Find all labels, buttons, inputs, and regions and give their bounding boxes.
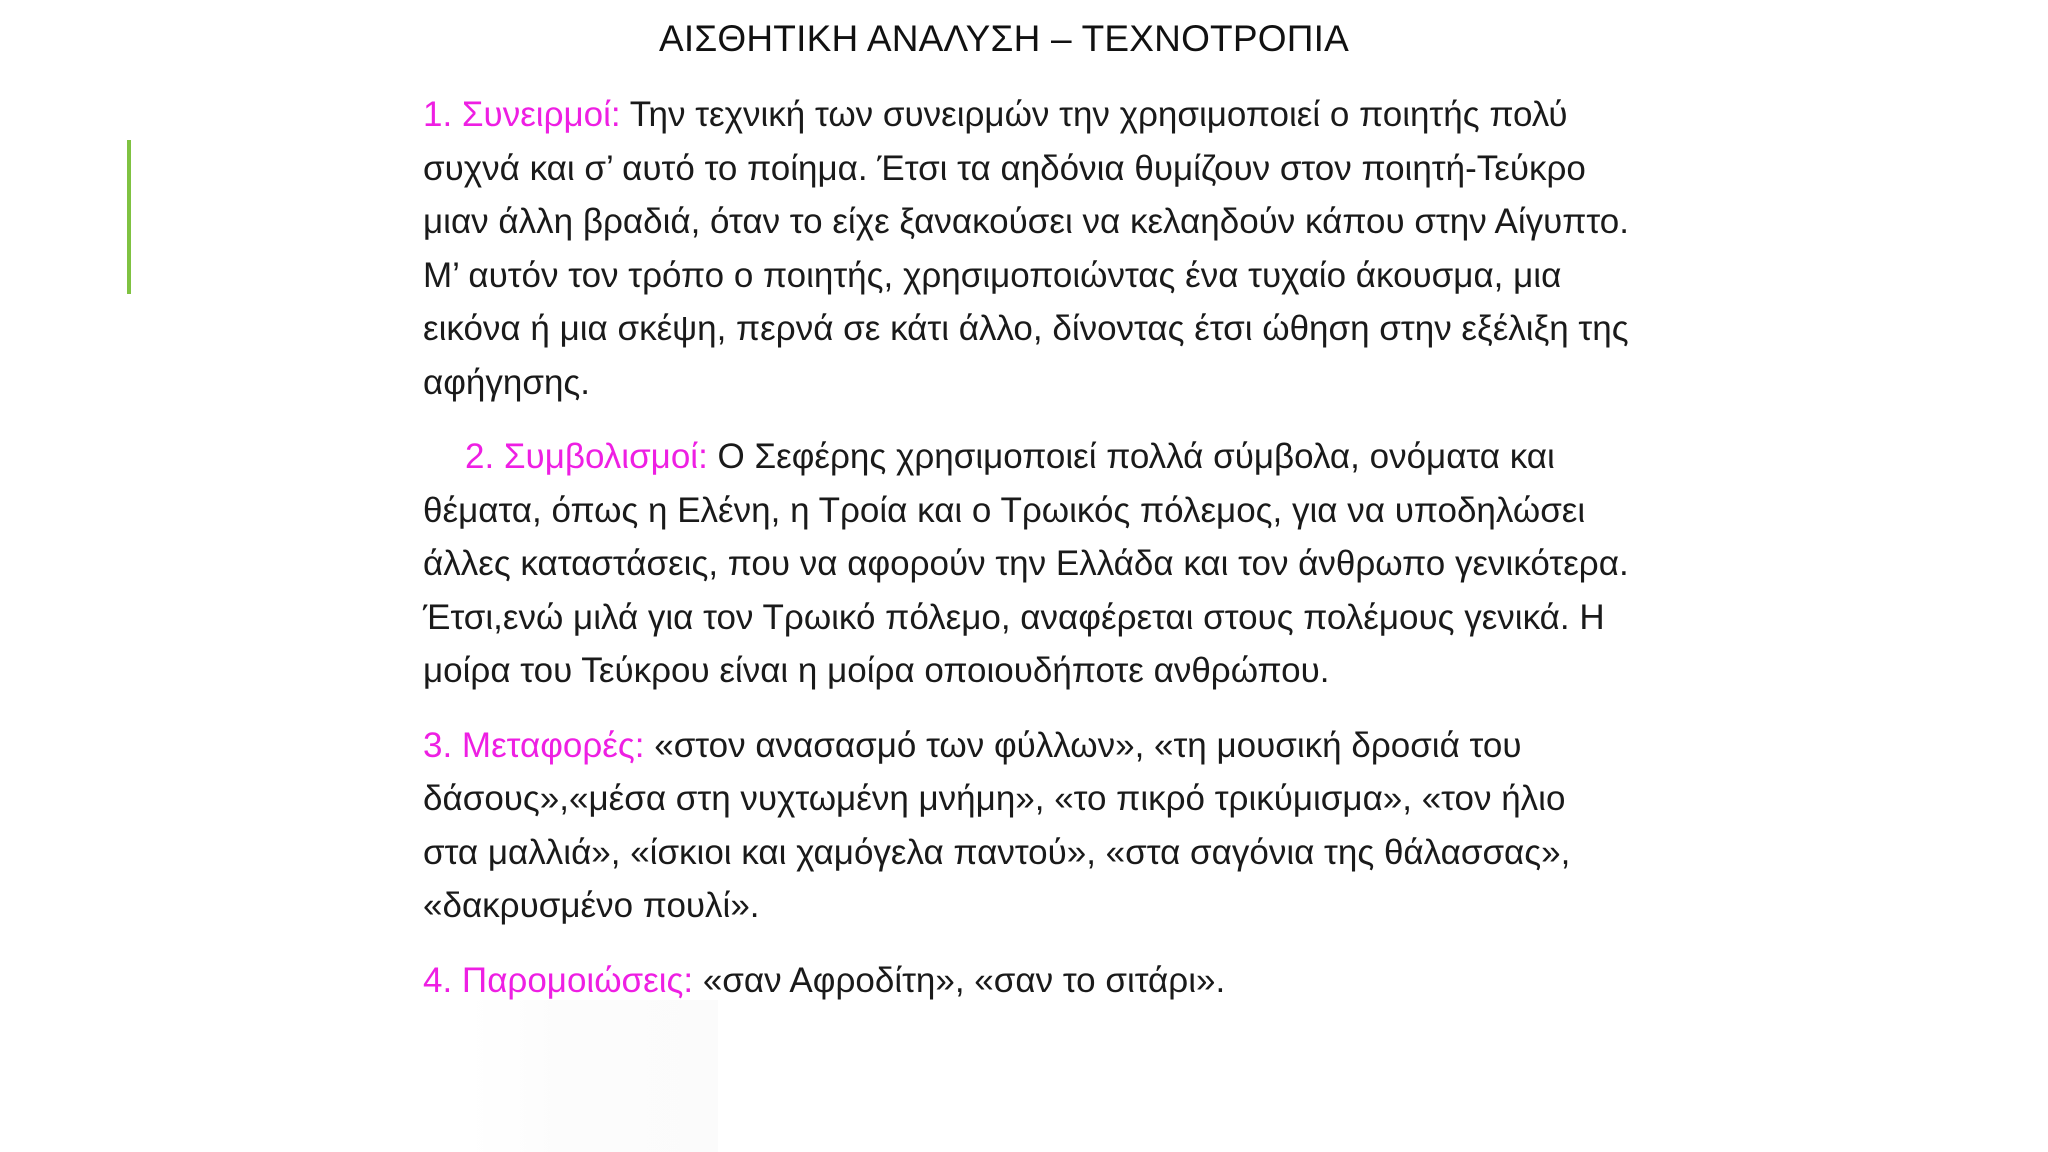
section-text: Την τεχνική των συνειρμών την χρησιμοποιεί ο ποιητής πολύ bbox=[620, 95, 1568, 134]
section-line: στα μαλλιά», «ίσκιοι και χαμόγελα παντού», «στα σαγόνια της θάλασσας», bbox=[423, 832, 1571, 872]
section-label: 3. Μεταφορές: bbox=[423, 725, 645, 765]
section-symbolisms bbox=[423, 430, 1803, 698]
section-text: «σαν Αφροδίτη», «σαν το σιτάρι». bbox=[693, 960, 1226, 1000]
section-line: Μ’ αυτόν τον τρόπο ο ποιητής, χρησιμοποιώντας ένα τυχαίο άκουσμα, μια bbox=[423, 255, 1562, 295]
section-line: Έτσι,ενώ μιλά για τον Τρωικό πόλεμο, αναφέρεται στους πολέμους γενικά. Η bbox=[423, 597, 1605, 637]
slide-content bbox=[423, 88, 1803, 1007]
section-line bbox=[423, 954, 1803, 1008]
background-shade bbox=[468, 1000, 718, 1152]
section-line: μοίρα του Τεύκρου είναι η μοίρα οποιουδήποτε ανθρώπου. bbox=[423, 651, 1330, 690]
slide-title-container bbox=[0, 14, 2048, 64]
section-line: θέματα, όπως η Ελένη, η Τροία και ο Τρωικός πόλεμος, για να υποδηλώσει bbox=[423, 490, 1586, 530]
section-line: εικόνα ή μια σκέψη, περνά σε κάτι άλλο, δίνοντας έτσι ώθηση στην εξέλιξη της bbox=[423, 309, 1629, 348]
section-line: αφήγησης. bbox=[423, 362, 591, 402]
section-associations bbox=[423, 88, 1803, 409]
section-text: «στον ανασασμό των φύλλων», «τη μουσική δροσιά του bbox=[644, 725, 1522, 765]
section-metaphors bbox=[423, 719, 1803, 933]
section-line bbox=[423, 430, 1803, 484]
section-line: συχνά και σ’ αυτό το ποίημα. Έτσι τα αηδόνια θυμίζουν στον ποιητή-Τεύκρο bbox=[423, 148, 1586, 188]
accent-bar bbox=[127, 140, 131, 294]
section-label: 2. Συμβολισμοί: bbox=[465, 437, 708, 476]
section-line: «δακρυσμένο πουλί». bbox=[423, 886, 760, 925]
section-similes bbox=[423, 954, 1803, 1008]
section-line bbox=[423, 88, 1803, 142]
section-label: 1. Συνειρμοί: bbox=[423, 95, 621, 134]
slide-title: ΑΙΣΘΗΤΙΚΗ ΑΝΑΛΥΣΗ – ΤΕΧΝΟΤΡΟΠΙΑ bbox=[658, 18, 1350, 59]
section-line bbox=[423, 719, 1803, 773]
section-line: δάσους»,«μέσα στη νυχτωμένη μνήμη», «το πικρό τρικύμισμα», «τον ήλιο bbox=[423, 779, 1566, 818]
section-label: 4. Παρομοιώσεις: bbox=[423, 960, 694, 1000]
section-text: Ο Σεφέρης χρησιμοποιεί πολλά σύμβολα, ονόματα και bbox=[707, 437, 1555, 476]
section-line: άλλες καταστάσεις, που να αφορούν την Ελλάδα και τον άνθρωπο γενικότερα. bbox=[423, 544, 1629, 583]
section-line: μιαν άλλη βραδιά, όταν το είχε ξανακούσει να κελαηδούν κάπου στην Αίγυπτο. bbox=[423, 202, 1629, 241]
